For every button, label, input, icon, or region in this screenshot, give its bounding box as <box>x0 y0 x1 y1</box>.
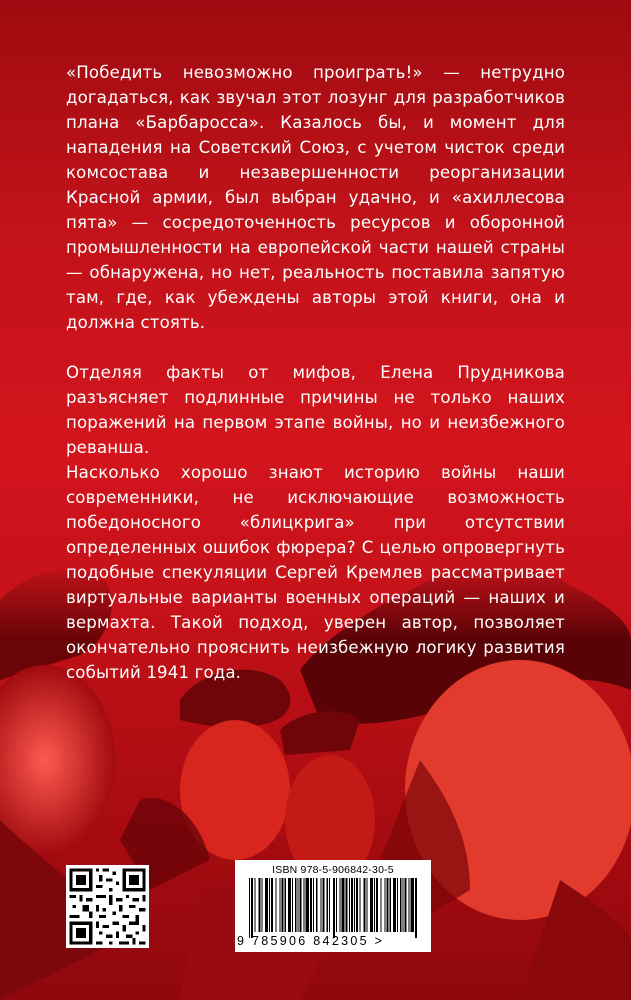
annotation-paragraph-2: Отделяя факты от мифов, Елена Прудникова разъясняет подлинные причины не только наших поражений на первом этапе войны, но и неизбежного реванша. <box>66 363 565 457</box>
qr-code <box>66 865 149 948</box>
ean-digits: 9 785906 842305 > <box>237 934 385 948</box>
annotation-paragraph-1: «Победить невозможно проиграть!» — нетрудно догадаться, как звучал этот лозунг для разработчиков плана «Барбаросса». Казалось бы, и момент для нападения на Советский Союз, с учетом чисток среди комсостава и незавершенности реорганизации Красной армии, был выбран удачно, и «ахиллесова пята» — сосредоточенность ресурсов и оборонной промышленности на европейской части нашей страны — обнаружена, но нет, реальность поставила запятую там, где, как убеждены авторы этой книги, она и должна стоять. <box>66 63 565 332</box>
isbn-barcode <box>235 860 431 952</box>
barcode-bars <box>249 878 417 938</box>
isbn-label: ISBN 978-5-906842-30-5 <box>272 864 394 876</box>
annotation-text <box>66 60 565 685</box>
annotation-paragraph-3: Насколько хорошо знают историю войны наши современники, не исключающие возможность победоносного «блицкрига» при отсутствии определенных ошибок фюрера? С целью опровергнуть подобные спекуляции Сергей Кремлев рассматривает виртуальные варианты военных операций — наших и вермахта. Такой подход, уверен автор, позволяет окончательно прояснить неизбежную логику развития событий 1941 года. <box>66 463 565 682</box>
